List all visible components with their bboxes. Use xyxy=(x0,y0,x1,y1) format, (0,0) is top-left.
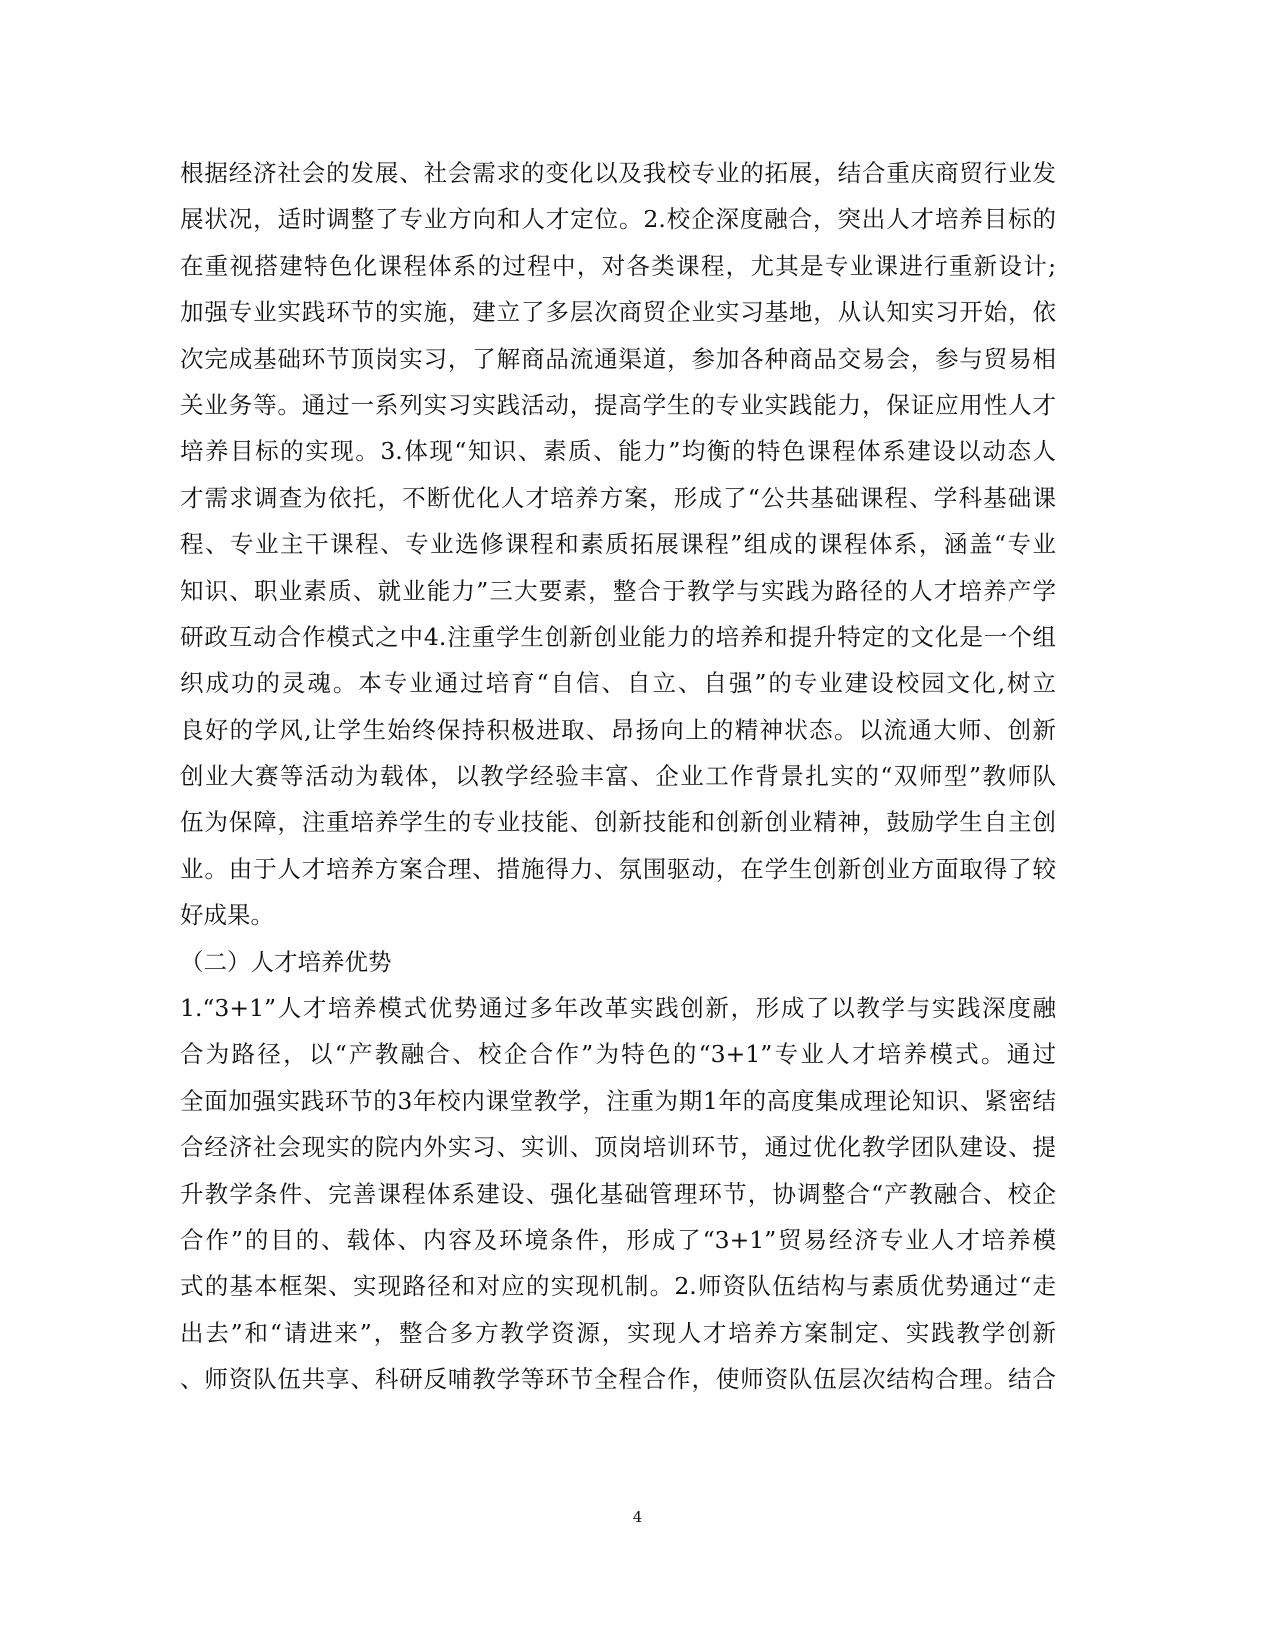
text-line: 出去”和“请进来”，整合多方教学资源，实现人才培养方案制定、实践教学创新 xyxy=(180,1318,1056,1347)
text-line: 加强专业实践环节的实施，建立了多层次商贸企业实习基地，从认知实习开始，依 xyxy=(180,298,1056,327)
text-line: 在重视搭建特色化课程体系的过程中，对各类课程，尤其是专业课进行重新设计; xyxy=(180,251,1056,280)
text-line: 合为路径，以“产教融合、校企合作”为特色的“3+1”专业人才培养模式。通过 xyxy=(180,1040,1056,1069)
text-line: 展状况，适时调整了专业方向和人才定位。2.校企深度融合，突出人才培养目标的 xyxy=(180,205,1056,234)
page-number: 4 xyxy=(632,1508,643,1526)
text-line: 业。由于人才培养方案合理、措施得力、氛围驱动，在学生创新创业方面取得了较 xyxy=(180,854,1056,883)
text-line: 全面加强实践环节的3年校内课堂教学，注重为期1年的高度集成理论知识、紧密结 xyxy=(180,1086,1056,1115)
text-line: 培养目标的实现。3.体现“知识、素质、能力”均衡的特色课程体系建设以动态人 xyxy=(180,437,1056,466)
body-text xyxy=(180,150,1056,1403)
text-line: 根据经济社会的发展、社会需求的变化以及我校专业的拓展，结合重庆商贸行业发 xyxy=(180,159,1056,187)
text-line: 式的基本框架、实现路径和对应的实现机制。2.师资队伍结构与素质优势通过“走 xyxy=(180,1272,1056,1301)
text-line: 伍为保障，注重培养学生的专业技能、创新技能和创新创业精神，鼓励学生自主创 xyxy=(180,808,1056,837)
section-heading: （二）人才培养优势 xyxy=(180,947,392,976)
text-line: 、师资队伍共享、科研反哺教学等环节全程合作，使师资队伍层次结构合理。结合 xyxy=(180,1365,1056,1394)
text-line: 升教学条件、完善课程体系建设、强化基础管理环节，协调整合“产教融合、校企 xyxy=(180,1179,1056,1208)
text-line: 次完成基础环节顶岗实习，了解商品流通渠道，参加各种商品交易会，参与贸易相 xyxy=(180,344,1056,373)
text-line: 好成果。 xyxy=(180,901,274,930)
text-line: 才需求调查为依托，不断优化人才培养方案，形成了“公共基础课程、学科基础课 xyxy=(180,483,1056,512)
text-line: 研政互动合作模式之中4.注重学生创新创业能力的培养和提升特定的文化是一个组 xyxy=(180,622,1056,651)
text-line: 程、专业主干课程、专业选修课程和素质拓展课程”组成的课程体系，涵盖“专业 xyxy=(180,530,1056,559)
text-line: 织成功的灵魂。本专业通过培育“自信、自立、自强”的专业建设校园文化,树立 xyxy=(180,669,1056,698)
text-line: 1.“3+1”人才培养模式优势通过多年改革实践创新，形成了以教学与实践深度融 xyxy=(180,994,1056,1023)
text-line: 良好的学风,让学生始终保持积极进取、昂扬向上的精神状态。以流通大师、创新 xyxy=(180,715,1056,744)
text-line: 创业大赛等活动为载体，以教学经验丰富、企业工作背景扎实的“双师型”教师队 xyxy=(180,762,1056,791)
text-line: 合经济社会现实的院内外实习、实训、顶岗培训环节，通过优化教学团队建设、提 xyxy=(180,1133,1056,1162)
text-line: 合作”的目的、载体、内容及环境条件，形成了“3+1”贸易经济专业人才培养模 xyxy=(180,1225,1056,1254)
text-line: 知识、职业素质、就业能力”三大要素，整合于教学与实践为路径的人才培养产学 xyxy=(180,576,1056,605)
text-line: 关业务等。通过一系列实习实践活动，提高学生的专业实践能力，保证应用性人才 xyxy=(180,390,1056,419)
